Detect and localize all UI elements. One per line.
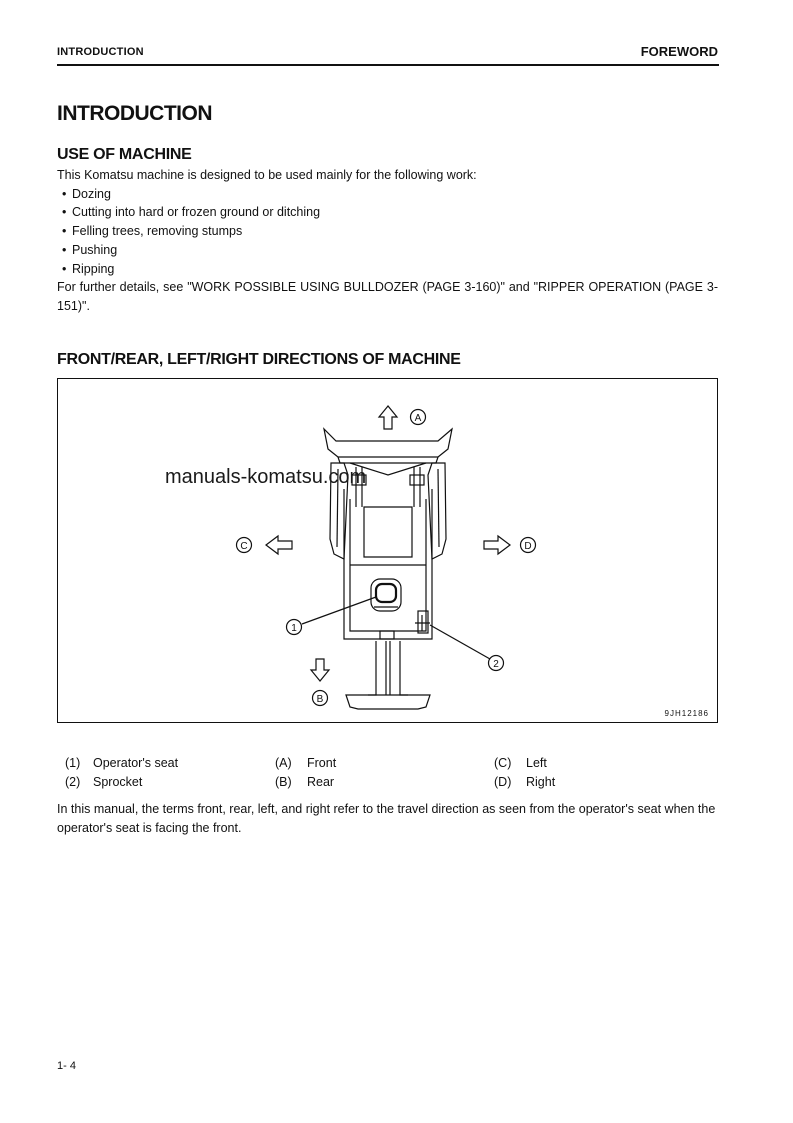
list-item-dozing: • Dozing <box>57 185 718 204</box>
callout-b-label: B <box>316 694 324 705</box>
ripper-shape <box>346 631 430 709</box>
figure-id: 9JH12186 <box>664 709 709 718</box>
machine-body-shape <box>344 489 432 639</box>
legend-key: (1) <box>65 756 81 770</box>
list-item-cutting: • Cutting into hard or frozen ground or ditching <box>57 203 718 222</box>
legend-text: Sprocket <box>93 774 143 789</box>
legend-row-left <box>494 754 555 773</box>
legend-text: Right <box>526 774 556 789</box>
right-track-shape <box>428 463 446 559</box>
legend-key: (A) <box>275 756 292 770</box>
list-item-felling: • Felling trees, removing stumps <box>57 222 718 241</box>
legend-row-operator-seat <box>65 754 178 773</box>
rear-arrow-icon <box>311 659 329 681</box>
watermark-text: manuals-komatsu.com <box>165 466 367 488</box>
legend-row-rear <box>275 773 336 792</box>
legend-row-right <box>494 773 555 792</box>
legend-key: (B) <box>275 774 292 789</box>
machine-directions-figure <box>57 378 718 723</box>
use-details: For further details, see "WORK POSSIBLE USING BULLDOZER (PAGE 3-160)" and "RIPPER OPERATION (PAGE 3-151)". <box>57 280 718 313</box>
legend-column-3 <box>494 754 555 791</box>
left-arrow-icon <box>266 536 292 554</box>
right-arrow-icon <box>484 536 510 554</box>
legend-text: Front <box>307 756 337 770</box>
page-title: INTRODUCTION <box>57 102 212 125</box>
list-item-ripping: • Ripping <box>57 260 718 279</box>
directions-heading: FRONT/REAR, LEFT/RIGHT DIRECTIONS OF MACHINE <box>57 351 461 368</box>
legend-row-front <box>275 754 336 773</box>
page-number: 1- 4 <box>57 1060 76 1072</box>
use-of-machine-body <box>57 166 718 316</box>
legend-key: (D) <box>494 774 512 789</box>
legend-text: Rear <box>307 774 335 789</box>
use-of-machine-heading: USE OF MACHINE <box>57 146 192 163</box>
legend-key: (C) <box>494 756 512 770</box>
directions-note <box>57 800 718 837</box>
blade-shape <box>324 429 452 463</box>
legend-column-2 <box>275 754 336 791</box>
list-item-pushing: • Pushing <box>57 241 718 260</box>
legend-text: Left <box>526 756 547 770</box>
use-intro: This Komatsu machine is designed to be used mainly for the following work: <box>57 168 477 182</box>
callout-c-label: C <box>240 541 248 552</box>
header-section: INTRODUCTION <box>57 46 144 58</box>
directions-note-text: In this manual, the terms front, rear, left, and right refer to the travel direction as seen from the operator's seat when the operator's seat is facing the front. <box>57 802 716 835</box>
front-arrow-icon <box>379 406 397 429</box>
header-rule <box>57 64 719 66</box>
legend-text: Operator's seat <box>93 756 179 770</box>
leader-line-1 <box>302 597 376 624</box>
legend-row-sprocket <box>65 773 178 792</box>
callout-a-label: A <box>414 413 422 424</box>
leader-line-2 <box>430 625 490 659</box>
legend-column-1 <box>65 754 178 791</box>
callout-2-label: 2 <box>493 659 499 670</box>
machine-top-view-diagram <box>58 379 719 724</box>
operator-seat-shape <box>371 579 401 611</box>
legend-key: (2) <box>65 774 81 789</box>
sprocket-shape <box>415 611 430 633</box>
callout-1-label: 1 <box>291 623 297 634</box>
header-chapter: FOREWORD <box>640 44 718 59</box>
callout-d-label: D <box>524 541 532 552</box>
